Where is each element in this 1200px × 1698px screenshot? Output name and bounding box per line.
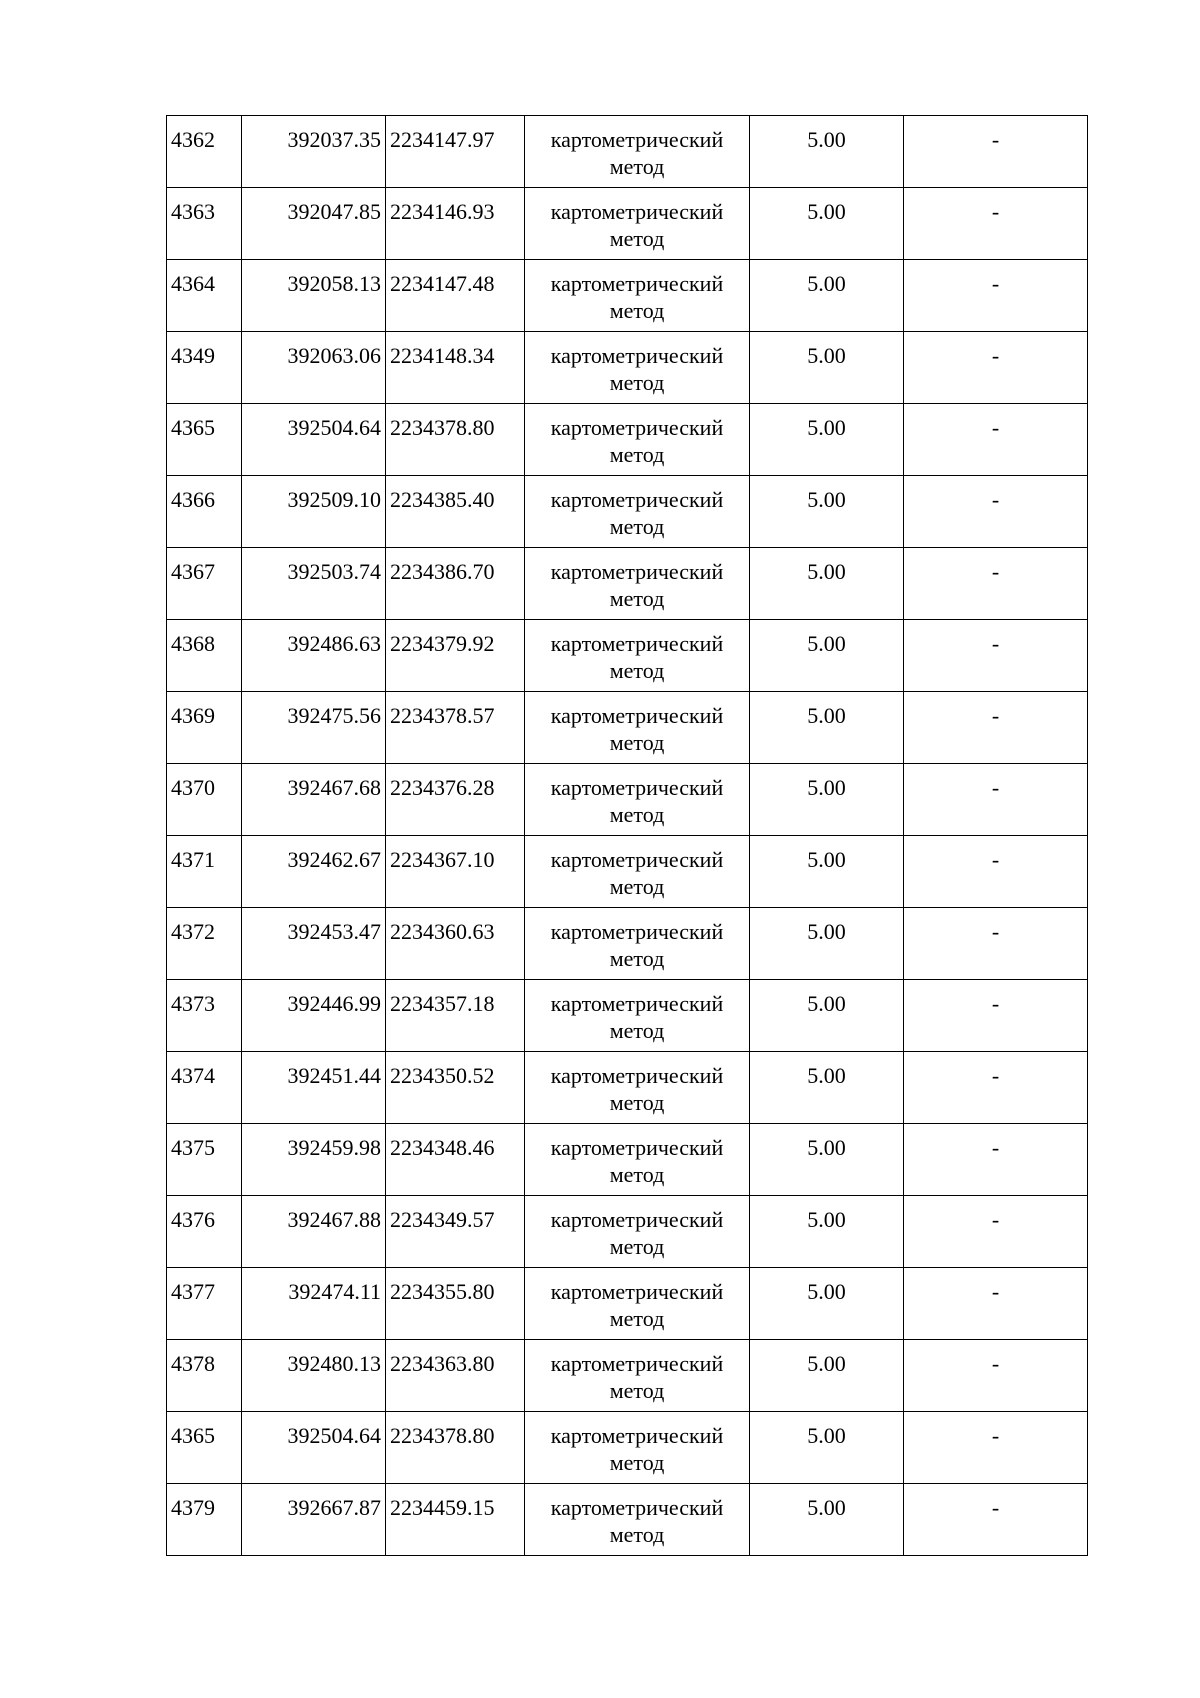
method-line-2: метод bbox=[609, 370, 665, 395]
y-coordinate-cell: 2234378.80 bbox=[386, 1412, 525, 1484]
accuracy-cell: 5.00 bbox=[750, 1412, 904, 1484]
point-number-cell: 4374 bbox=[167, 1052, 242, 1124]
method-line-2: метод bbox=[609, 730, 665, 755]
table-row bbox=[167, 764, 1088, 836]
method-line-1: картометрический bbox=[550, 271, 724, 296]
method-line-1: картометрический bbox=[550, 1279, 724, 1304]
note-cell: - bbox=[904, 1124, 1088, 1196]
accuracy-cell: 5.00 bbox=[750, 764, 904, 836]
accuracy-cell: 5.00 bbox=[750, 1340, 904, 1412]
point-number-cell: 4366 bbox=[167, 476, 242, 548]
x-coordinate-cell: 392509.10 bbox=[242, 476, 386, 548]
method-line-2: метод bbox=[609, 154, 665, 179]
note-cell: - bbox=[904, 260, 1088, 332]
y-coordinate-cell: 2234348.46 bbox=[386, 1124, 525, 1196]
method-cell bbox=[525, 548, 750, 620]
accuracy-cell: 5.00 bbox=[750, 404, 904, 476]
table-row bbox=[167, 1124, 1088, 1196]
note-cell: - bbox=[904, 836, 1088, 908]
x-coordinate-cell: 392503.74 bbox=[242, 548, 386, 620]
method-line-1: картометрический bbox=[550, 919, 724, 944]
note-cell: - bbox=[904, 1196, 1088, 1268]
method-line-1: картометрический bbox=[550, 631, 724, 656]
method-cell bbox=[525, 620, 750, 692]
note-cell: - bbox=[904, 116, 1088, 188]
accuracy-cell: 5.00 bbox=[750, 620, 904, 692]
accuracy-cell: 5.00 bbox=[750, 1484, 904, 1556]
method-cell bbox=[525, 332, 750, 404]
point-number-cell: 4362 bbox=[167, 116, 242, 188]
x-coordinate-cell: 392467.88 bbox=[242, 1196, 386, 1268]
table-row bbox=[167, 620, 1088, 692]
point-number-cell: 4375 bbox=[167, 1124, 242, 1196]
x-coordinate-cell: 392446.99 bbox=[242, 980, 386, 1052]
method-line-2: метод bbox=[609, 1522, 665, 1547]
point-number-cell: 4368 bbox=[167, 620, 242, 692]
method-line-2: метод bbox=[609, 298, 665, 323]
table-row bbox=[167, 476, 1088, 548]
x-coordinate-cell: 392474.11 bbox=[242, 1268, 386, 1340]
method-cell bbox=[525, 188, 750, 260]
point-number-cell: 4349 bbox=[167, 332, 242, 404]
y-coordinate-cell: 2234350.52 bbox=[386, 1052, 525, 1124]
point-number-cell: 4365 bbox=[167, 404, 242, 476]
method-line-1: картометрический bbox=[550, 487, 724, 512]
coordinates-table bbox=[166, 115, 1088, 1556]
method-cell bbox=[525, 1124, 750, 1196]
point-number-cell: 4373 bbox=[167, 980, 242, 1052]
y-coordinate-cell: 2234148.34 bbox=[386, 332, 525, 404]
accuracy-cell: 5.00 bbox=[750, 332, 904, 404]
method-line-1: картометрический bbox=[550, 1495, 724, 1520]
table-row bbox=[167, 1340, 1088, 1412]
note-cell: - bbox=[904, 620, 1088, 692]
accuracy-cell: 5.00 bbox=[750, 836, 904, 908]
note-cell: - bbox=[904, 188, 1088, 260]
method-line-1: картометрический bbox=[550, 703, 724, 728]
method-cell bbox=[525, 836, 750, 908]
table-row bbox=[167, 692, 1088, 764]
y-coordinate-cell: 2234386.70 bbox=[386, 548, 525, 620]
y-coordinate-cell: 2234379.92 bbox=[386, 620, 525, 692]
method-line-1: картометрический bbox=[550, 415, 724, 440]
x-coordinate-cell: 392058.13 bbox=[242, 260, 386, 332]
method-line-2: метод bbox=[609, 1162, 665, 1187]
point-number-cell: 4379 bbox=[167, 1484, 242, 1556]
note-cell: - bbox=[904, 692, 1088, 764]
method-line-1: картометрический bbox=[550, 127, 724, 152]
x-coordinate-cell: 392063.06 bbox=[242, 332, 386, 404]
method-line-2: метод bbox=[609, 874, 665, 899]
method-line-1: картометрический bbox=[550, 1423, 724, 1448]
point-number-cell: 4364 bbox=[167, 260, 242, 332]
x-coordinate-cell: 392451.44 bbox=[242, 1052, 386, 1124]
accuracy-cell: 5.00 bbox=[750, 548, 904, 620]
method-cell bbox=[525, 260, 750, 332]
note-cell: - bbox=[904, 404, 1088, 476]
table-row bbox=[167, 980, 1088, 1052]
x-coordinate-cell: 392486.63 bbox=[242, 620, 386, 692]
method-line-1: картометрический bbox=[550, 775, 724, 800]
point-number-cell: 4367 bbox=[167, 548, 242, 620]
table-row bbox=[167, 836, 1088, 908]
method-line-1: картометрический bbox=[550, 1063, 724, 1088]
accuracy-cell: 5.00 bbox=[750, 260, 904, 332]
point-number-cell: 4376 bbox=[167, 1196, 242, 1268]
point-number-cell: 4372 bbox=[167, 908, 242, 980]
method-line-1: картометрический bbox=[550, 847, 724, 872]
method-cell bbox=[525, 908, 750, 980]
x-coordinate-cell: 392667.87 bbox=[242, 1484, 386, 1556]
method-line-2: метод bbox=[609, 1450, 665, 1475]
method-cell bbox=[525, 1340, 750, 1412]
table-row bbox=[167, 116, 1088, 188]
table-row bbox=[167, 332, 1088, 404]
x-coordinate-cell: 392504.64 bbox=[242, 1412, 386, 1484]
method-line-1: картометрический bbox=[550, 1351, 724, 1376]
x-coordinate-cell: 392459.98 bbox=[242, 1124, 386, 1196]
accuracy-cell: 5.00 bbox=[750, 188, 904, 260]
accuracy-cell: 5.00 bbox=[750, 116, 904, 188]
method-cell bbox=[525, 1484, 750, 1556]
table-row bbox=[167, 908, 1088, 980]
note-cell: - bbox=[904, 548, 1088, 620]
method-cell bbox=[525, 1052, 750, 1124]
method-cell bbox=[525, 116, 750, 188]
method-line-2: метод bbox=[609, 1018, 665, 1043]
accuracy-cell: 5.00 bbox=[750, 476, 904, 548]
point-number-cell: 4371 bbox=[167, 836, 242, 908]
table-row bbox=[167, 404, 1088, 476]
accuracy-cell: 5.00 bbox=[750, 1124, 904, 1196]
x-coordinate-cell: 392504.64 bbox=[242, 404, 386, 476]
method-line-2: метод bbox=[609, 226, 665, 251]
method-line-2: метод bbox=[609, 514, 665, 539]
method-cell bbox=[525, 404, 750, 476]
point-number-cell: 4365 bbox=[167, 1412, 242, 1484]
y-coordinate-cell: 2234385.40 bbox=[386, 476, 525, 548]
table-row bbox=[167, 1052, 1088, 1124]
table-row bbox=[167, 1268, 1088, 1340]
note-cell: - bbox=[904, 332, 1088, 404]
method-line-2: метод bbox=[609, 1378, 665, 1403]
y-coordinate-cell: 2234357.18 bbox=[386, 980, 525, 1052]
note-cell: - bbox=[904, 1268, 1088, 1340]
note-cell: - bbox=[904, 1484, 1088, 1556]
x-coordinate-cell: 392047.85 bbox=[242, 188, 386, 260]
y-coordinate-cell: 2234378.80 bbox=[386, 404, 525, 476]
method-cell bbox=[525, 476, 750, 548]
accuracy-cell: 5.00 bbox=[750, 908, 904, 980]
method-cell bbox=[525, 1268, 750, 1340]
y-coordinate-cell: 2234459.15 bbox=[386, 1484, 525, 1556]
method-line-1: картометрический bbox=[550, 1135, 724, 1160]
note-cell: - bbox=[904, 1052, 1088, 1124]
y-coordinate-cell: 2234367.10 bbox=[386, 836, 525, 908]
y-coordinate-cell: 2234147.48 bbox=[386, 260, 525, 332]
method-line-2: метод bbox=[609, 442, 665, 467]
note-cell: - bbox=[904, 980, 1088, 1052]
method-line-1: картометрический bbox=[550, 343, 724, 368]
y-coordinate-cell: 2234363.80 bbox=[386, 1340, 525, 1412]
method-line-1: картометрический bbox=[550, 559, 724, 584]
accuracy-cell: 5.00 bbox=[750, 692, 904, 764]
y-coordinate-cell: 2234378.57 bbox=[386, 692, 525, 764]
method-line-2: метод bbox=[609, 946, 665, 971]
method-line-2: метод bbox=[609, 1090, 665, 1115]
method-line-1: картометрический bbox=[550, 991, 724, 1016]
method-cell bbox=[525, 764, 750, 836]
x-coordinate-cell: 392480.13 bbox=[242, 1340, 386, 1412]
y-coordinate-cell: 2234360.63 bbox=[386, 908, 525, 980]
method-line-2: метод bbox=[609, 1306, 665, 1331]
table-row bbox=[167, 1412, 1088, 1484]
method-line-1: картометрический bbox=[550, 1207, 724, 1232]
x-coordinate-cell: 392475.56 bbox=[242, 692, 386, 764]
table-row bbox=[167, 260, 1088, 332]
accuracy-cell: 5.00 bbox=[750, 1196, 904, 1268]
x-coordinate-cell: 392462.67 bbox=[242, 836, 386, 908]
note-cell: - bbox=[904, 1412, 1088, 1484]
y-coordinate-cell: 2234146.93 bbox=[386, 188, 525, 260]
method-line-2: метод bbox=[609, 1234, 665, 1259]
x-coordinate-cell: 392467.68 bbox=[242, 764, 386, 836]
accuracy-cell: 5.00 bbox=[750, 1268, 904, 1340]
table-row bbox=[167, 1196, 1088, 1268]
y-coordinate-cell: 2234349.57 bbox=[386, 1196, 525, 1268]
y-coordinate-cell: 2234355.80 bbox=[386, 1268, 525, 1340]
point-number-cell: 4370 bbox=[167, 764, 242, 836]
note-cell: - bbox=[904, 476, 1088, 548]
accuracy-cell: 5.00 bbox=[750, 980, 904, 1052]
method-line-1: картометрический bbox=[550, 199, 724, 224]
note-cell: - bbox=[904, 764, 1088, 836]
x-coordinate-cell: 392037.35 bbox=[242, 116, 386, 188]
table-row bbox=[167, 1484, 1088, 1556]
point-number-cell: 4369 bbox=[167, 692, 242, 764]
point-number-cell: 4363 bbox=[167, 188, 242, 260]
method-cell bbox=[525, 1196, 750, 1268]
point-number-cell: 4377 bbox=[167, 1268, 242, 1340]
method-line-2: метод bbox=[609, 586, 665, 611]
x-coordinate-cell: 392453.47 bbox=[242, 908, 386, 980]
note-cell: - bbox=[904, 1340, 1088, 1412]
method-line-2: метод bbox=[609, 802, 665, 827]
method-cell bbox=[525, 692, 750, 764]
method-cell bbox=[525, 1412, 750, 1484]
accuracy-cell: 5.00 bbox=[750, 1052, 904, 1124]
coordinates-table-body bbox=[167, 116, 1088, 1556]
point-number-cell: 4378 bbox=[167, 1340, 242, 1412]
table-row bbox=[167, 548, 1088, 620]
note-cell: - bbox=[904, 908, 1088, 980]
method-line-2: метод bbox=[609, 658, 665, 683]
y-coordinate-cell: 2234376.28 bbox=[386, 764, 525, 836]
y-coordinate-cell: 2234147.97 bbox=[386, 116, 525, 188]
table-row bbox=[167, 188, 1088, 260]
method-cell bbox=[525, 980, 750, 1052]
